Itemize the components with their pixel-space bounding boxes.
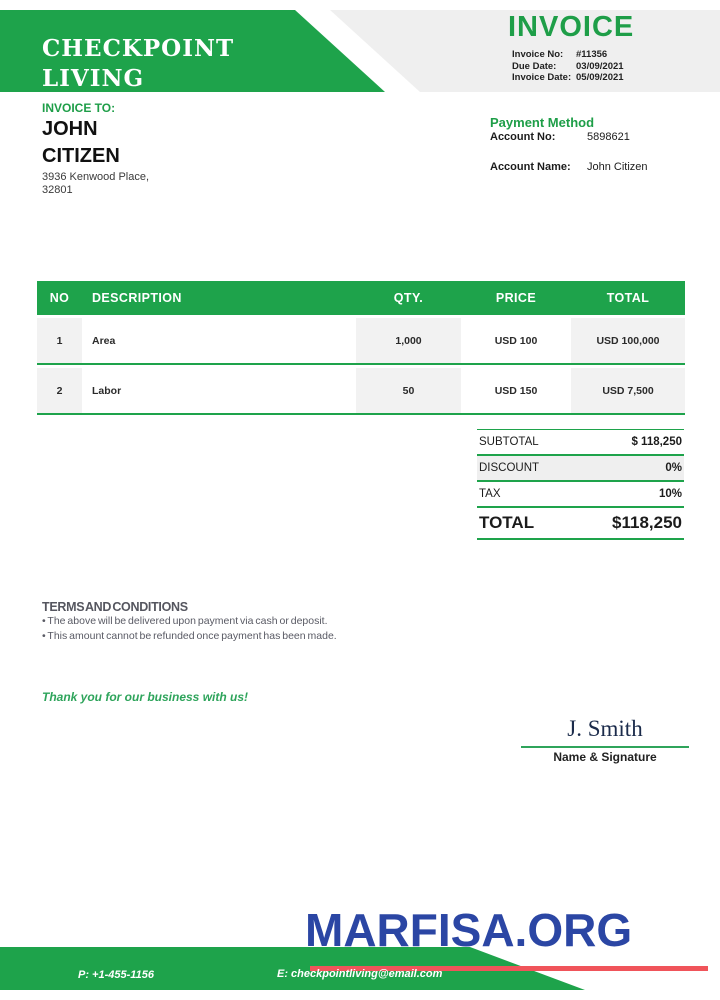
terms-item-1-text: The above will be delivered upon payment via cash or deposit. [47,615,328,627]
bullet-icon: • [42,615,46,627]
watermark-logo: MARFISA.ORG [305,904,633,956]
company-name-line1: CHECKPOINT [42,35,235,62]
terms-item-2 [42,629,337,644]
row2-qty: 50 [356,368,461,413]
invoice-meta [512,49,624,84]
grand-total-row [477,508,684,540]
thank-you-note: Thank you for our business with us! [42,690,249,704]
bill-to-section [42,101,149,197]
row1-price: USD 100 [494,334,538,347]
signature-label: Name & Signature [553,750,657,764]
header-qty: QTY. [393,291,424,305]
discount-value: 0% [665,462,682,474]
invoice-date-value: 05/09/2021 [576,72,624,83]
terms-heading: TERMS AND CONDITIONS [42,600,188,614]
customer-address [42,171,149,197]
signature-block [505,716,705,764]
signature-name: J. Smith [567,716,643,741]
due-date-label: Due Date: [512,60,557,72]
account-name-value: John Citizen [587,161,648,173]
account-number-label: Account No: [490,131,556,143]
line-items-table [37,281,685,415]
customer-address-line2: 32801 [42,184,73,196]
invoice-number-row [512,49,624,61]
discount-row [477,456,684,482]
bill-to-heading: INVOICE TO: [42,101,116,115]
company-name-line2: LIVING [42,65,145,92]
account-number-value: 5898621 [587,131,630,143]
header-description: DESCRIPTION [92,291,182,305]
table-row [37,368,685,415]
discount-label: DISCOUNT [479,462,540,474]
tax-label: TAX [479,488,501,500]
terms-section [42,600,337,644]
terms-item-2-text: This amount cannot be refunded once payment has been made. [47,630,337,642]
customer-first-name: JOHN [42,118,98,140]
table-row [37,318,685,365]
invoice-title: INVOICE [508,11,635,43]
customer-last-name: CITIZEN [42,145,120,167]
account-name-row [490,160,648,174]
grand-total-value: $118,250 [612,513,682,532]
row1-qty: 1,000 [356,318,461,363]
footer-email: E: checkpointliving@email.com [277,968,443,980]
grand-total-label: TOTAL [479,513,535,532]
account-number-row [490,130,648,144]
signature-line [521,746,689,748]
subtotal-row [477,429,684,456]
invoice-date-label: Invoice Date: [512,72,572,83]
company-logo [42,34,234,94]
row1-description: Area [92,334,116,347]
header-no: NO [49,291,70,305]
table-header-row [37,281,685,315]
row2-no: 2 [37,368,82,413]
payment-method-section [490,115,648,174]
header-total: TOTAL [606,291,650,305]
row1-no: 1 [37,318,82,363]
tax-row [477,482,684,508]
row1-total: USD 100,000 [571,318,685,363]
due-date-row [512,61,624,73]
customer-address-line1: 3936 Kenwood Place, [42,171,150,183]
tax-value: 10% [658,488,682,500]
account-name-label: Account Name: [490,161,571,173]
footer-phone: P: +1-455-1156 [78,969,154,981]
subtotal-value: $ 118,250 [631,436,682,448]
bullet-icon: • [42,630,46,642]
totals-section [477,429,684,540]
invoice-date-row [512,72,624,84]
row2-total: USD 7,500 [571,368,685,413]
subtotal-label: SUBTOTAL [479,436,539,448]
payment-method-heading: Payment Method [490,115,595,130]
terms-item-1 [42,614,337,629]
invoice-number-label: Invoice No: [512,49,564,60]
due-date-value: 03/09/2021 [576,60,624,72]
row2-description: Labor [92,384,122,397]
header-price: PRICE [495,291,537,305]
row2-price: USD 150 [494,384,538,397]
invoice-number-value: #11356 [576,49,608,60]
